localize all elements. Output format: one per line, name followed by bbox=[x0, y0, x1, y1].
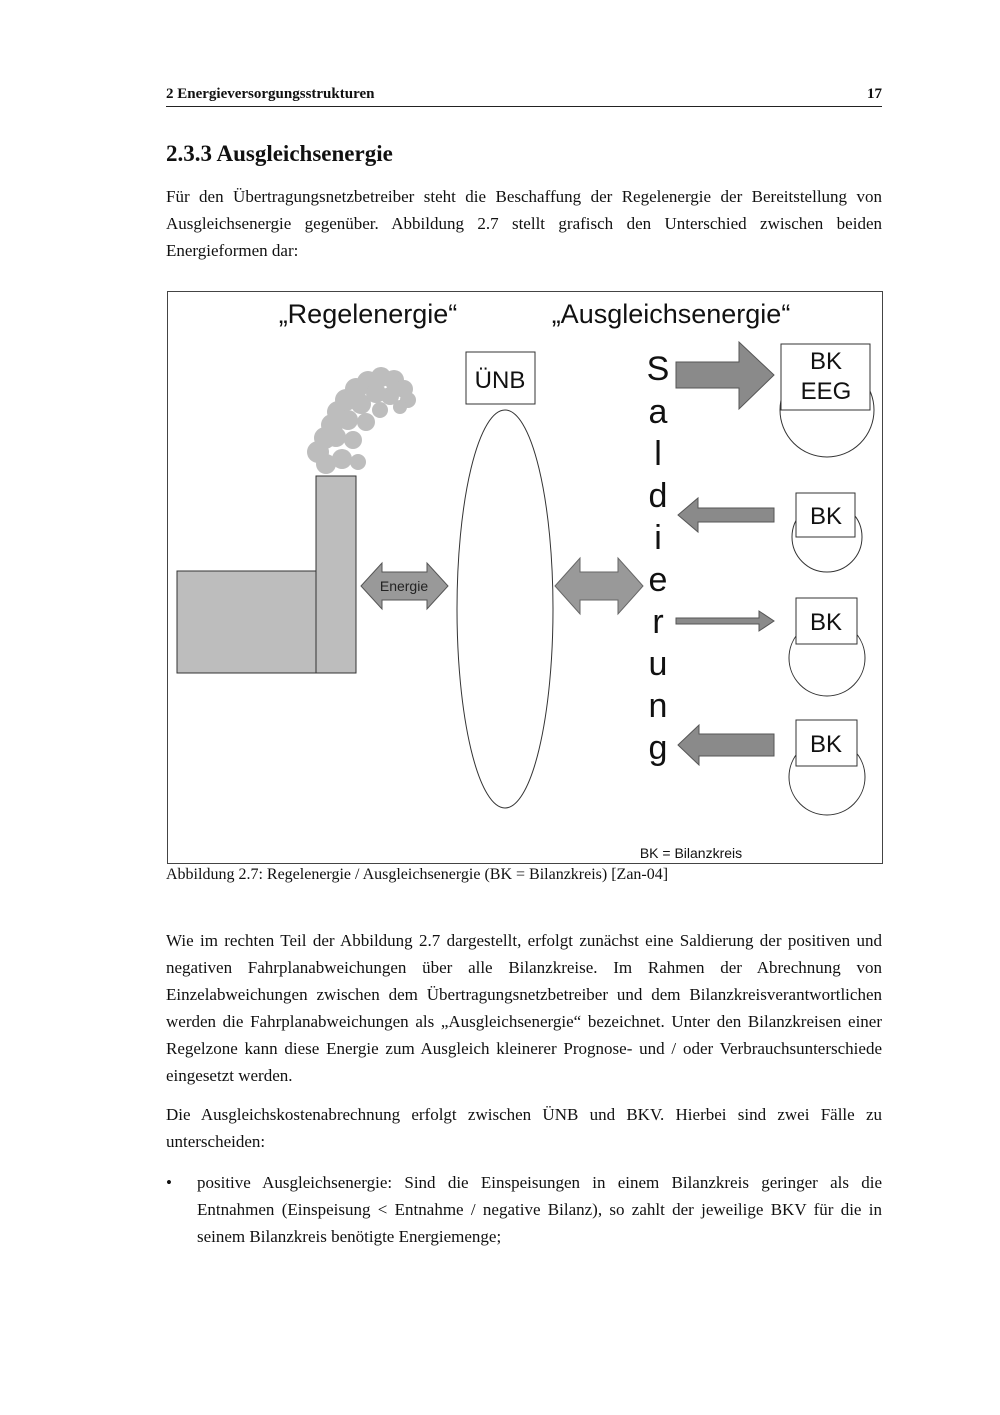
body-paragraph-2: Die Ausgleichskostenabrechnung erfolgt zwischen ÜNB und BKV. Hierbei sind zwei Fälle zu unterscheiden: bbox=[166, 1105, 882, 1151]
arrow-from-bk-3 bbox=[678, 725, 774, 765]
bk-label-2: BK bbox=[809, 609, 843, 636]
figure-regelenergie-ausgleichsenergie bbox=[167, 291, 883, 864]
saldierung-letter: S bbox=[646, 350, 670, 388]
bullet-text: positive Ausgleichsenergie: Sind die Einspeisungen in einem Bilanzkreis geringer als die Entnahmen (Einspeisung < Entnahme / negative Bilanz), so zahlt der jeweilige BKV für die in seinem Bilanzkreis benötigte Energiemenge; bbox=[197, 1173, 882, 1246]
saldierung-letter: u bbox=[648, 645, 668, 683]
saldierung-letter: n bbox=[648, 687, 668, 725]
power-plant-icon bbox=[177, 367, 416, 673]
bk-eeg-label-1: BK bbox=[809, 348, 843, 375]
arrow-from-bk-1 bbox=[678, 498, 774, 532]
uenb-label: ÜNB bbox=[474, 367, 526, 394]
body-paragraph-1: Wie im rechten Teil der Abbildung 2.7 dargestellt, erfolgt zunächst eine Saldierung der positiven und negativen Fahrplanabweichungen über alle Bilanzkreise. Im Rahmen der Abrechnung von Einzelabweichungen zwischen dem Übertragungsnetzbetreiber und dem Bilanzkreisverantwortlichen werden die Fahrplanabweichungen als „Ausgleichsenergie“ bezeichnet. Unter den Bilanzkreisen einer Regelzone kann diese Energie zum Ausgleich kleinerer Prognose- und / oder Verbrauchsunterschiede eingesetzt werden. bbox=[166, 931, 882, 1085]
saldierung-letter: e bbox=[648, 561, 668, 599]
saldierung-letter: i bbox=[654, 519, 662, 557]
bk-eeg-label-2: EEG bbox=[800, 378, 852, 405]
saldierung-vertical-text bbox=[647, 350, 670, 767]
figure-title-left: „Regelenergie“ bbox=[278, 299, 458, 329]
bk-label-1: BK bbox=[809, 503, 843, 530]
page-number: 17 bbox=[867, 86, 882, 102]
figure-title-right: „Ausgleichsenergie“ bbox=[551, 299, 791, 329]
saldierung-letter: g bbox=[648, 729, 668, 767]
arrow-to-bk-eeg bbox=[676, 342, 774, 409]
uenb-ellipse bbox=[457, 410, 553, 808]
arrow-to-bk-2 bbox=[676, 611, 774, 631]
section-title: 2.3.3 Ausgleichsenergie bbox=[166, 141, 393, 166]
saldierung-letter: l bbox=[654, 435, 662, 473]
bullet-icon: • bbox=[166, 1173, 172, 1192]
intro-paragraph: Für den Übertragungsnetzbetreiber steht die Beschaffung der Regelenergie der Bereitstellung von Ausgleichsenergie gegenüber. Abbildung 2.7 stellt grafisch den Unterschied zwischen beiden Energieformen dar: bbox=[166, 187, 882, 260]
page-header bbox=[166, 86, 882, 107]
saldierung-letter: d bbox=[648, 477, 668, 515]
figure-legend: BK = Bilanzkreis bbox=[639, 845, 743, 861]
saldierung-double-arrow bbox=[555, 558, 643, 614]
bk-label-3: BK bbox=[809, 731, 843, 758]
figure-caption: Abbildung 2.7: Regelenergie / Ausgleichsenergie (BK = Bilanzkreis) [Zan-04] bbox=[166, 866, 669, 883]
energie-label: Energie bbox=[379, 578, 429, 594]
figure-diagram bbox=[168, 292, 884, 865]
saldierung-letter: a bbox=[648, 393, 668, 431]
energie-double-arrow bbox=[361, 563, 448, 609]
chapter-title: 2 Energieversorgungsstrukturen bbox=[166, 86, 375, 102]
saldierung-letter: r bbox=[652, 603, 664, 641]
